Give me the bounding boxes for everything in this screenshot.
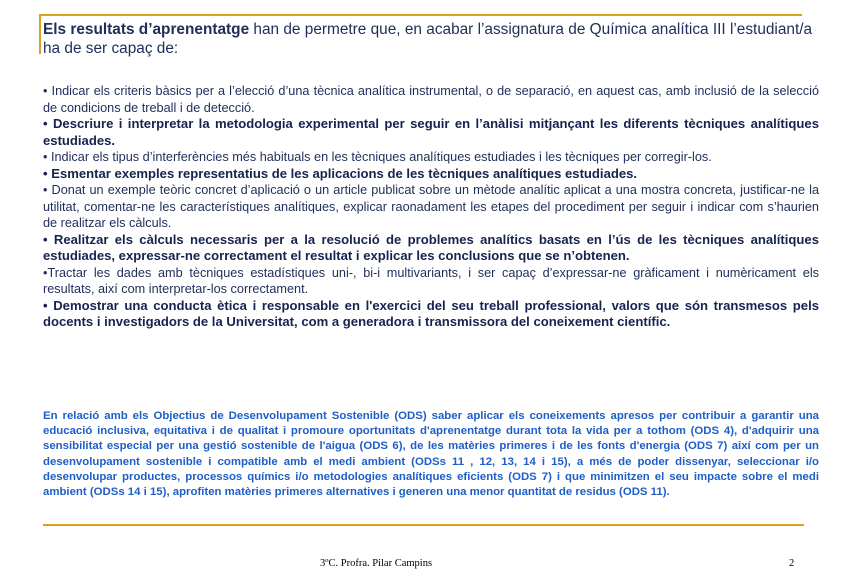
- outcome-item: • Demostrar una conducta ètica i responsable en l'exercici del seu treball professional, valors que són transmesos pels docents i investigadors de la Universitat, com a generadora i transmissora del coneixement científic.: [43, 297, 819, 329]
- learning-outcomes-list: [43, 83, 819, 331]
- page-number: 2: [789, 558, 795, 569]
- intro-heading-bold: Els resultats d’aprenentatge: [43, 21, 250, 38]
- ods-paragraph: En relació amb els Objectius de Desenvolupament Sostenible (ODS) saber aplicar els coneixements apresos per contribuir a garantir una educació inclusiva, equitativa i de qualitat i promoure oportunitats d'aprenentatge durant tota la vida per a tothom (ODS 4), d'adquirir una sensibilitat especial per una gestió sostenible de l'aigua (ODS 6), de les matèries primeres i de les fonts d'energia (ODS 7) així com per un desenvolupament sostenible i compatible amb el medi ambient (ODSs 11 , 12, 13, 14 i 15), a més de poder dissenyar, seleccionar i/o desenvolupar productes, processos químics i/o metodologies analítiques eficients (ODS 7) i que minimitzen el seu impacte sobre el medi ambient (ODSs 14 i 15), aprofiten matèries primeres alternatives i generen una menor quantitat de residus (ODS 11).: [43, 410, 819, 499]
- outcome-item: • Donat un exemple teòric concret d’aplicació o un article publicat sobre un mètode analític aplicat a una mostra concreta, justificar-ne la utilitat, comentar-ne les característiques analítiques, explicar raonadament les etapes del procediment per seguir i indicar com s’haurien de realitzar els càlculs.: [43, 183, 819, 230]
- accent-rule-top: [39, 14, 802, 16]
- outcome-item: • Indicar els tipus d’interferències més habituals en les tècniques analítiques estudiades i les tècniques per corregir-los.: [43, 150, 712, 164]
- outcome-item: • Esmentar exemples representatius de les aplicacions de les tècniques analítiques estudiades.: [43, 165, 638, 181]
- accent-rule-bottom: [43, 524, 804, 526]
- accent-rule-left: [39, 14, 41, 54]
- outcome-item: • Indicar els criteris bàsics per a l’elecció d’una tècnica analítica instrumental, o de separació, en aquest cas, amb inclusió de la selecció de condicions de treball i de detecció.: [43, 84, 819, 115]
- footer-author: 3ºC. Profra. Pilar Campins: [320, 558, 433, 569]
- outcome-item: •Tractar les dades amb tècniques estadístiques uni-, bi-i multivariants, i ser capaç d’expressar-ne gràficament i numèricament els resultats, així com interpretar-los correctament.: [43, 265, 819, 296]
- outcome-item: • Descriure i interpretar la metodologia experimental per seguir en l’anàlisi mitjançant les diferents tècniques analítiques estudiades.: [43, 116, 819, 148]
- intro-heading: [43, 20, 819, 58]
- outcome-item: • Realitzar els càlculs necessaris per a la resolució de problemes analítics basats en l’ús de les tècniques analítiques estudiades, expressar-ne correctament el resultat i explicar les conclusions que se n’obtenen.: [43, 231, 819, 263]
- intro-heading-rest: han de permetre que, en acabar l’assignatura de Química analítica III l’estudiant/a ha de ser capaç de:: [43, 21, 813, 57]
